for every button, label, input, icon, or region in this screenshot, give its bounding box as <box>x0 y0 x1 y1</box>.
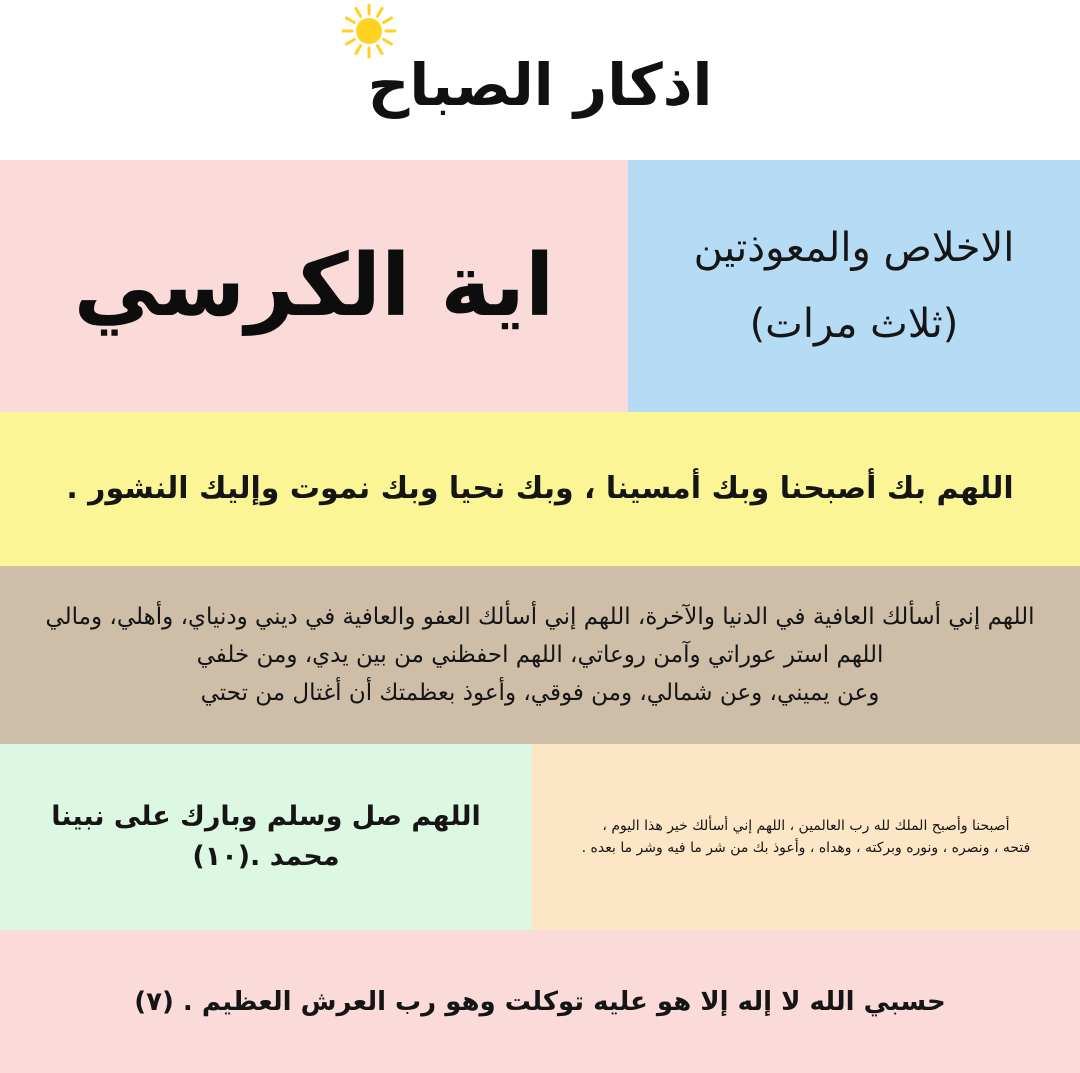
ayat-kursi-card <box>0 160 628 412</box>
sun-ray <box>356 8 361 16</box>
ikhlas-title: الاخلاص والمعوذتين <box>693 225 1015 271</box>
ayat-kursi-title: اية الكرسي <box>73 236 555 336</box>
hasbiya-text: حسبي الله لا إله إلا هو عليه توكلت وهو رب العرش العظيم . (٧) <box>134 986 946 1017</box>
dua-asbahna-card <box>0 412 1080 566</box>
header <box>0 0 1080 160</box>
ikhlas-card <box>628 160 1080 412</box>
asbahna-mulk-line: فتحه ، ونصره ، ونوره وبركته ، وهداه ، وأعوذ بك من شر ما فيه وشر ما بعده . <box>581 840 1031 856</box>
ikhlas-repeat-count: (ثلاث مرات) <box>749 301 959 347</box>
dua-afiya-line: اللهم إني أسألك العافية في الدنيا والآخرة، اللهم إني أسألك العفو والعافية في ديني ودنياي، وأهلي، ومالي <box>45 604 1035 630</box>
sun-ray <box>346 18 354 23</box>
page-title: اذكار الصباح <box>367 51 713 119</box>
salawat-text: اللهم صل وسلم وبارك على نبينا محمد .(١٠) <box>51 801 481 872</box>
sun-ray <box>378 8 383 16</box>
hasbiya-card <box>0 930 1080 1073</box>
dua-asbahna-text: اللهم بك أصبحنا وبك أمسينا ، وبك نحيا وبك نموت وإليك النشور . <box>66 471 1014 506</box>
dua-afiya-card <box>0 566 1080 744</box>
sun-ray <box>384 40 392 45</box>
sun-ray <box>346 40 354 45</box>
sun-ray <box>384 18 392 23</box>
asbahna-mulk-line: أصبحنا وأصبح الملك لله رب العالمين ، اللهم إني أسألك خير هذا اليوم ، <box>602 818 1010 834</box>
dua-afiya-line: اللهم استر عوراتي وآمن روعاتي، اللهم احفظني من بين يدي، ومن خلفي <box>196 642 884 668</box>
salawat-card <box>0 744 532 930</box>
asbahna-mulk-card <box>532 744 1080 930</box>
dua-afiya-line: وعن يميني، وعن شمالي، ومن فوقي، وأعوذ بعظمتك أن أغتال من تحتي <box>200 680 880 706</box>
